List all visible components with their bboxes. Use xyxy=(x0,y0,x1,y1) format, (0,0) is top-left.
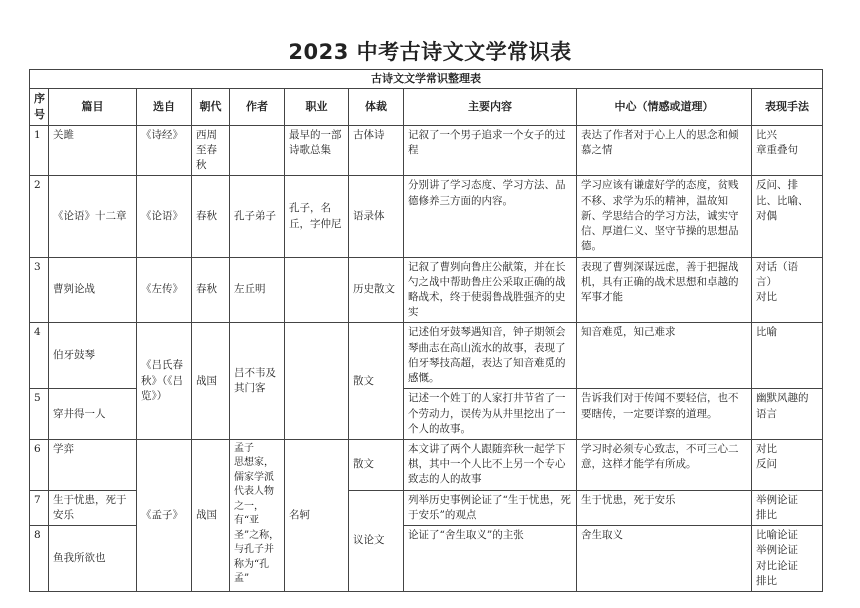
cell-author: 左丘明 xyxy=(230,257,285,323)
cell-title: 生于忧患，死于安乐 xyxy=(49,490,137,525)
table-row xyxy=(30,439,823,490)
cell-title: 《论语》十二章 xyxy=(49,176,137,257)
cell-source: 《吕氏春秋》（《吕览》） xyxy=(137,323,192,440)
cell-job: 最早的一部诗歌总集 xyxy=(285,125,349,176)
cell-title: 曹刿论战 xyxy=(49,257,137,323)
cell-theme: 学习应该有谦虚好学的态度，贫贱不移、求学为乐的精神，温故知新、学思结合的学习方法，诚实守信、厚道仁义、坚守节操的思想品德。 xyxy=(577,176,752,257)
header-genre: 体裁 xyxy=(349,88,404,125)
cell-author xyxy=(230,125,285,176)
cell-job xyxy=(285,257,349,323)
cell-genre: 散文 xyxy=(349,439,404,490)
cell-author: 吕不韦及其门客 xyxy=(230,323,285,440)
header-job: 职业 xyxy=(285,88,349,125)
cell-title: 鱼我所欲也 xyxy=(49,526,137,592)
literature-table xyxy=(29,69,823,592)
cell-no: 6 xyxy=(30,439,49,490)
cell-technique: 比喻 xyxy=(752,323,823,389)
cell-genre: 古体诗 xyxy=(349,125,404,176)
cell-technique: 比兴 章重叠句 xyxy=(752,125,823,176)
cell-content: 记叙了曹刿向鲁庄公献策，并在长勺之战中帮助鲁庄公采取正确的战略战术，终于使弱鲁战胜强齐的史实 xyxy=(404,257,577,323)
cell-no: 4 xyxy=(30,323,49,389)
cell-dynasty: 春秋 xyxy=(192,176,230,257)
cell-content: 记叙了一个男子追求一个女子的过程 xyxy=(404,125,577,176)
cell-technique: 比喻论证 举例论证 对比论证 排比 xyxy=(752,526,823,592)
header-row xyxy=(30,88,823,125)
cell-content: 记述伯牙鼓琴遇知音，钟子期领会琴曲志在高山流水的故事，表现了伯牙琴技高超，表达了知音难觅的感慨。 xyxy=(404,323,577,389)
table-row xyxy=(30,257,823,323)
cell-genre: 语录体 xyxy=(349,176,404,257)
cell-technique: 幽默风趣的语言 xyxy=(752,389,823,440)
cell-no: 1 xyxy=(30,125,49,176)
cell-job: 孔子，名丘，字仲尼 xyxy=(285,176,349,257)
cell-content: 分别讲了学习态度、学习方法、品德修养三方面的内容。 xyxy=(404,176,577,257)
header-theme: 中心（情感或道理） xyxy=(577,88,752,125)
cell-genre: 散文 xyxy=(349,323,404,440)
cell-theme: 生于忧患，死于安乐 xyxy=(577,490,752,525)
cell-content: 本文讲了两个人跟随弈秋一起学下棋，其中一个人比不上另一个专心致志的人的故事 xyxy=(404,439,577,490)
cell-genre: 历史散文 xyxy=(349,257,404,323)
cell-job xyxy=(285,323,349,440)
cell-theme: 表现了曹刿深谋远虑，善于把握战机，具有正确的战术思想和卓越的军事才能 xyxy=(577,257,752,323)
cell-technique: 对话（语言） 对比 xyxy=(752,257,823,323)
cell-author: 孔子弟子 xyxy=(230,176,285,257)
cell-theme: 舍生取义 xyxy=(577,526,752,592)
cell-content: 论证了“舍生取义”的主张 xyxy=(404,526,577,592)
cell-dynasty: 春秋 xyxy=(192,257,230,323)
header-title: 篇目 xyxy=(49,88,137,125)
cell-genre: 议论文 xyxy=(349,490,404,591)
cell-no: 2 xyxy=(30,176,49,257)
header-content: 主要内容 xyxy=(404,88,577,125)
cell-dynasty: 西周至春秋 xyxy=(192,125,230,176)
cell-dynasty: 战国 xyxy=(192,439,230,591)
table-row xyxy=(30,125,823,176)
table-row xyxy=(30,323,823,389)
table-row xyxy=(30,176,823,257)
cell-title: 伯牙鼓琴 xyxy=(49,323,137,389)
cell-no: 5 xyxy=(30,389,49,440)
cell-job: 名轲 xyxy=(285,439,349,591)
cell-title: 学弈 xyxy=(49,439,137,490)
cell-dynasty: 战国 xyxy=(192,323,230,440)
cell-technique: 举例论证 排比 xyxy=(752,490,823,525)
header-source: 选自 xyxy=(137,88,192,125)
cell-source: 《论语》 xyxy=(137,176,192,257)
cell-content: 列举历史事例论证了“生于忧患，死于安乐”的观点 xyxy=(404,490,577,525)
cell-theme: 表达了作者对于心上人的思念和倾慕之情 xyxy=(577,125,752,176)
header-author: 作者 xyxy=(230,88,285,125)
cell-no: 8 xyxy=(30,526,49,592)
cell-source: 《左传》 xyxy=(137,257,192,323)
cell-technique: 反问、排比、比喻、对偶 xyxy=(752,176,823,257)
cell-no: 7 xyxy=(30,490,49,525)
cell-no: 3 xyxy=(30,257,49,323)
cell-theme: 知音难觅，知己难求 xyxy=(577,323,752,389)
page-title: 2023 中考古诗文文学常识表 xyxy=(288,40,572,64)
cell-content: 记述一个姓丁的人家打井节省了一个劳动力，误传为从井里挖出了一个人的故事。 xyxy=(404,389,577,440)
table-caption: 古诗文文学常识整理表 xyxy=(30,70,823,89)
header-dynasty: 朝代 xyxy=(192,88,230,125)
cell-title: 关雎 xyxy=(49,125,137,176)
header-technique: 表现手法 xyxy=(752,88,823,125)
cell-theme: 学习时必须专心致志，不可三心二意，这样才能学有所成。 xyxy=(577,439,752,490)
cell-technique: 对比 反问 xyxy=(752,439,823,490)
cell-theme: 告诉我们对于传闻不要轻信，也不要瞎传，一定要详察的道理。 xyxy=(577,389,752,440)
cell-source: 《诗经》 xyxy=(137,125,192,176)
cell-author: 孟子 思想家，儒家学派代表人物之一，有“亚圣”之称，与孔子并称为“孔孟” xyxy=(230,439,285,591)
cell-source: 《孟子》 xyxy=(137,439,192,591)
cell-title: 穿井得一人 xyxy=(49,389,137,440)
header-no: 序号 xyxy=(30,88,49,125)
